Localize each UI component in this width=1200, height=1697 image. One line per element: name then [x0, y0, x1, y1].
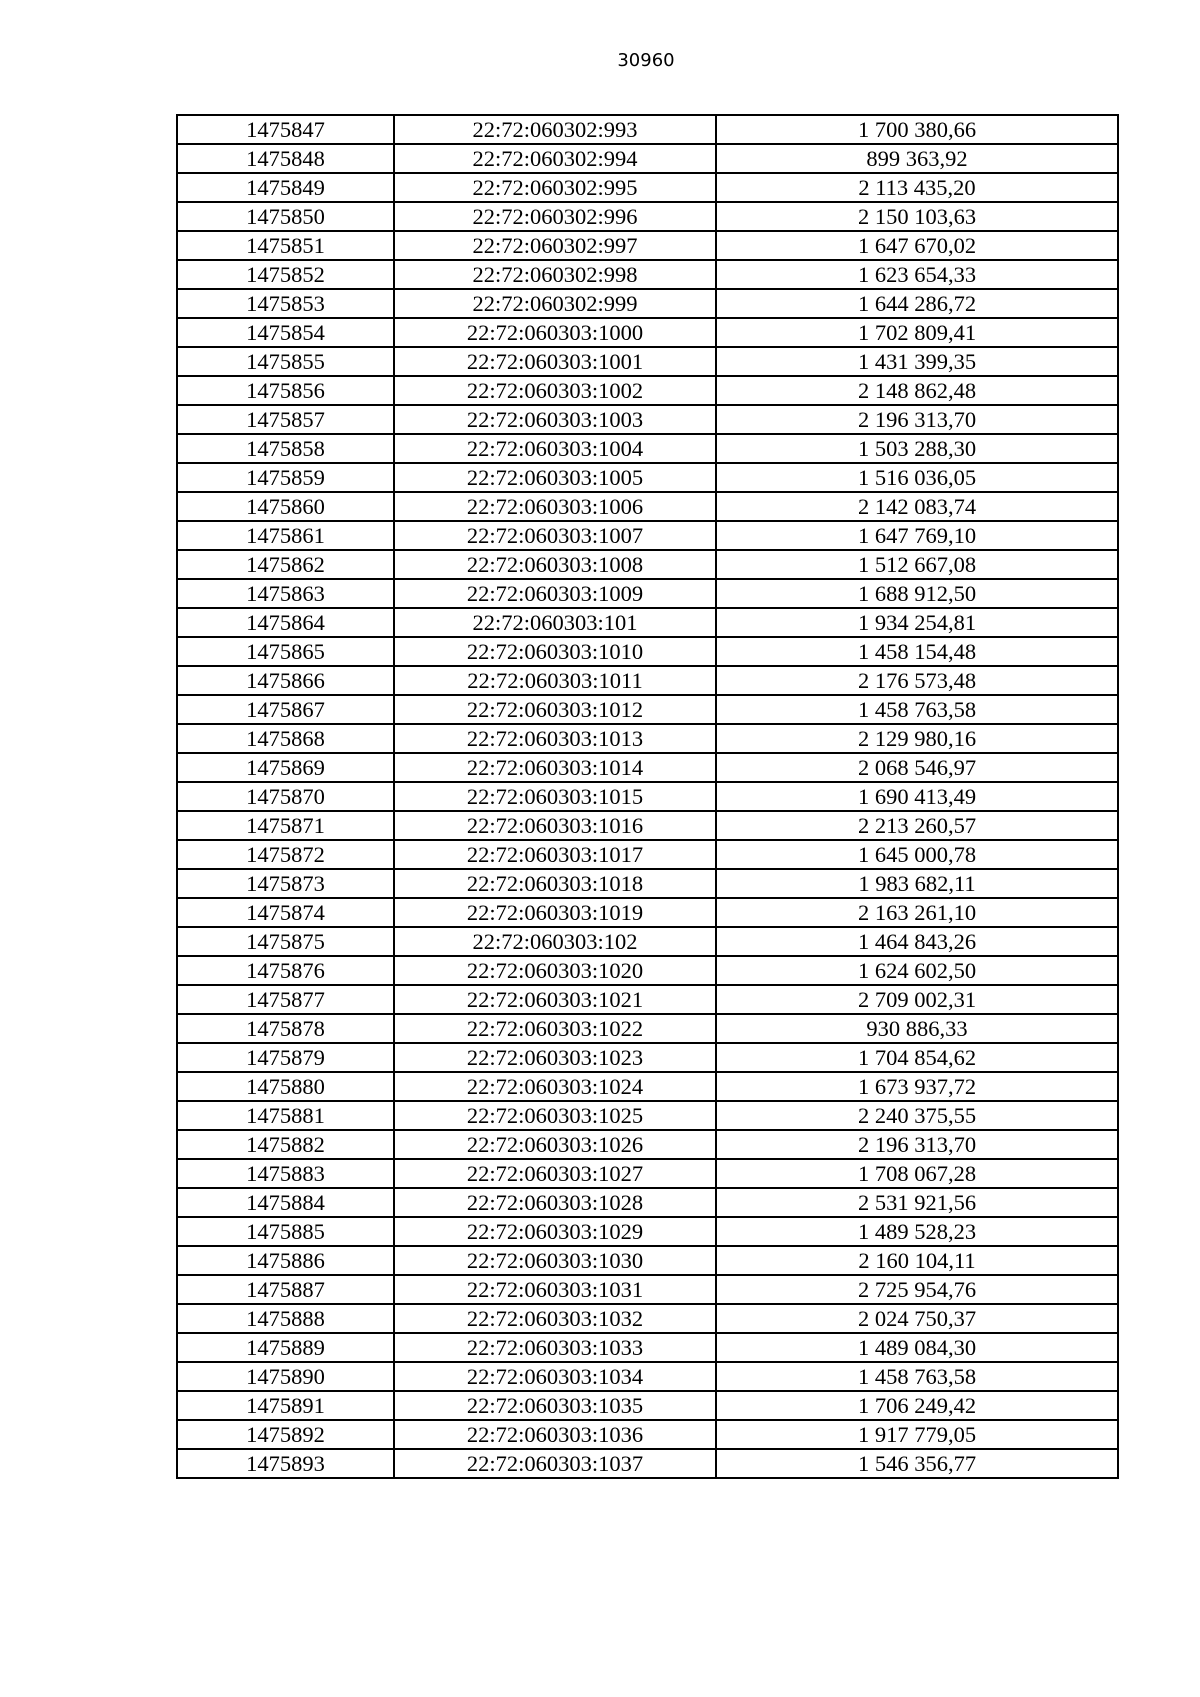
- table-row: [177, 434, 1118, 463]
- cadastral-number-cell: 22:72:060303:1009: [394, 579, 716, 608]
- row-id-cell: 1475889: [177, 1333, 394, 1362]
- cadastral-number-cell: 22:72:060303:1012: [394, 695, 716, 724]
- cadastral-number-cell: 22:72:060302:997: [394, 231, 716, 260]
- table-row: [177, 782, 1118, 811]
- value-cell: 2 725 954,76: [716, 1275, 1118, 1304]
- row-id-cell: 1475871: [177, 811, 394, 840]
- value-cell: 1 431 399,35: [716, 347, 1118, 376]
- row-id-cell: 1475850: [177, 202, 394, 231]
- table-row: [177, 289, 1118, 318]
- cadastral-number-cell: 22:72:060303:1036: [394, 1420, 716, 1449]
- value-cell: 2 148 862,48: [716, 376, 1118, 405]
- row-id-cell: 1475886: [177, 1246, 394, 1275]
- row-id-cell: 1475881: [177, 1101, 394, 1130]
- row-id-cell: 1475882: [177, 1130, 394, 1159]
- table-row: [177, 695, 1118, 724]
- value-cell: 2 531 921,56: [716, 1188, 1118, 1217]
- cadastral-number-cell: 22:72:060303:1026: [394, 1130, 716, 1159]
- row-id-cell: 1475858: [177, 434, 394, 463]
- cadastral-number-cell: 22:72:060303:1018: [394, 869, 716, 898]
- cadastral-number-cell: 22:72:060303:102: [394, 927, 716, 956]
- value-cell: 1 489 084,30: [716, 1333, 1118, 1362]
- row-id-cell: 1475854: [177, 318, 394, 347]
- cadastral-number-cell: 22:72:060303:1008: [394, 550, 716, 579]
- value-cell: 2 213 260,57: [716, 811, 1118, 840]
- table-row: [177, 1275, 1118, 1304]
- table-body: [177, 115, 1118, 1478]
- value-cell: 1 983 682,11: [716, 869, 1118, 898]
- table-row: [177, 724, 1118, 753]
- row-id-cell: 1475888: [177, 1304, 394, 1333]
- table-row: [177, 840, 1118, 869]
- row-id-cell: 1475847: [177, 115, 394, 144]
- value-cell: 930 886,33: [716, 1014, 1118, 1043]
- value-cell: 2 196 313,70: [716, 405, 1118, 434]
- row-id-cell: 1475856: [177, 376, 394, 405]
- table-row: [177, 376, 1118, 405]
- value-cell: 1 458 763,58: [716, 1362, 1118, 1391]
- table-row: [177, 1420, 1118, 1449]
- table-row: [177, 898, 1118, 927]
- cadastral-number-cell: 22:72:060302:996: [394, 202, 716, 231]
- cadastral-number-cell: 22:72:060303:1030: [394, 1246, 716, 1275]
- row-id-cell: 1475869: [177, 753, 394, 782]
- cadastral-number-cell: 22:72:060303:1022: [394, 1014, 716, 1043]
- row-id-cell: 1475890: [177, 1362, 394, 1391]
- table-row: [177, 1188, 1118, 1217]
- row-id-cell: 1475870: [177, 782, 394, 811]
- row-id-cell: 1475880: [177, 1072, 394, 1101]
- row-id-cell: 1475877: [177, 985, 394, 1014]
- table-row: [177, 318, 1118, 347]
- table-row: [177, 753, 1118, 782]
- cadastral-number-cell: 22:72:060303:1035: [394, 1391, 716, 1420]
- row-id-cell: 1475867: [177, 695, 394, 724]
- value-cell: 2 176 573,48: [716, 666, 1118, 695]
- row-id-cell: 1475866: [177, 666, 394, 695]
- value-cell: 2 150 103,63: [716, 202, 1118, 231]
- page-number: 30960: [617, 50, 675, 71]
- table-row: [177, 144, 1118, 173]
- value-cell: 1 623 654,33: [716, 260, 1118, 289]
- cadastral-number-cell: 22:72:060303:1019: [394, 898, 716, 927]
- cadastral-number-cell: 22:72:060303:1031: [394, 1275, 716, 1304]
- cadastral-number-cell: 22:72:060303:1003: [394, 405, 716, 434]
- table-row: [177, 231, 1118, 260]
- cadastral-number-cell: 22:72:060303:1011: [394, 666, 716, 695]
- row-id-cell: 1475883: [177, 1159, 394, 1188]
- value-cell: 2 129 980,16: [716, 724, 1118, 753]
- value-cell: 1 546 356,77: [716, 1449, 1118, 1478]
- table-row: [177, 1014, 1118, 1043]
- cadastral-number-cell: 22:72:060302:993: [394, 115, 716, 144]
- cadastral-number-cell: 22:72:060303:1004: [394, 434, 716, 463]
- value-cell: 1 702 809,41: [716, 318, 1118, 347]
- table-row: [177, 811, 1118, 840]
- table-row: [177, 347, 1118, 376]
- table-row: [177, 1333, 1118, 1362]
- table-row: [177, 927, 1118, 956]
- row-id-cell: 1475861: [177, 521, 394, 550]
- row-id-cell: 1475849: [177, 173, 394, 202]
- cadastral-number-cell: 22:72:060303:1000: [394, 318, 716, 347]
- row-id-cell: 1475875: [177, 927, 394, 956]
- value-cell: 1 624 602,50: [716, 956, 1118, 985]
- row-id-cell: 1475864: [177, 608, 394, 637]
- row-id-cell: 1475851: [177, 231, 394, 260]
- row-id-cell: 1475852: [177, 260, 394, 289]
- value-cell: 1 458 154,48: [716, 637, 1118, 666]
- cadastral-number-cell: 22:72:060303:1032: [394, 1304, 716, 1333]
- value-cell: 1 489 528,23: [716, 1217, 1118, 1246]
- row-id-cell: 1475857: [177, 405, 394, 434]
- table-row: [177, 202, 1118, 231]
- value-cell: 1 645 000,78: [716, 840, 1118, 869]
- table-row: [177, 608, 1118, 637]
- table-row: [177, 869, 1118, 898]
- value-cell: 2 240 375,55: [716, 1101, 1118, 1130]
- row-id-cell: 1475876: [177, 956, 394, 985]
- cadastral-number-cell: 22:72:060303:1002: [394, 376, 716, 405]
- value-cell: 1 917 779,05: [716, 1420, 1118, 1449]
- value-cell: 2 163 261,10: [716, 898, 1118, 927]
- value-cell: 1 690 413,49: [716, 782, 1118, 811]
- table-row: [177, 550, 1118, 579]
- cadastral-number-cell: 22:72:060303:1029: [394, 1217, 716, 1246]
- value-cell: 1 700 380,66: [716, 115, 1118, 144]
- value-cell: 1 647 769,10: [716, 521, 1118, 550]
- cadastral-number-cell: 22:72:060303:1028: [394, 1188, 716, 1217]
- cadastral-number-cell: 22:72:060303:1025: [394, 1101, 716, 1130]
- table-row: [177, 1159, 1118, 1188]
- cadastral-number-cell: 22:72:060303:1014: [394, 753, 716, 782]
- cadastral-number-cell: 22:72:060303:1016: [394, 811, 716, 840]
- row-id-cell: 1475891: [177, 1391, 394, 1420]
- row-id-cell: 1475884: [177, 1188, 394, 1217]
- cadastral-number-cell: 22:72:060303:1017: [394, 840, 716, 869]
- value-cell: 1 934 254,81: [716, 608, 1118, 637]
- table-row: [177, 1101, 1118, 1130]
- row-id-cell: 1475865: [177, 637, 394, 666]
- table-row: [177, 492, 1118, 521]
- row-id-cell: 1475878: [177, 1014, 394, 1043]
- row-id-cell: 1475863: [177, 579, 394, 608]
- row-id-cell: 1475859: [177, 463, 394, 492]
- value-cell: 2 709 002,31: [716, 985, 1118, 1014]
- row-id-cell: 1475887: [177, 1275, 394, 1304]
- cadastral-number-cell: 22:72:060303:1001: [394, 347, 716, 376]
- row-id-cell: 1475892: [177, 1420, 394, 1449]
- data-table: [176, 114, 1119, 1479]
- cadastral-number-cell: 22:72:060303:101: [394, 608, 716, 637]
- cadastral-number-cell: 22:72:060303:1020: [394, 956, 716, 985]
- row-id-cell: 1475879: [177, 1043, 394, 1072]
- value-cell: 899 363,92: [716, 144, 1118, 173]
- value-cell: 1 516 036,05: [716, 463, 1118, 492]
- table-row: [177, 173, 1118, 202]
- cadastral-number-cell: 22:72:060303:1007: [394, 521, 716, 550]
- table-row: [177, 115, 1118, 144]
- value-cell: 1 688 912,50: [716, 579, 1118, 608]
- cadastral-number-cell: 22:72:060303:1037: [394, 1449, 716, 1478]
- cadastral-number-cell: 22:72:060303:1027: [394, 1159, 716, 1188]
- row-id-cell: 1475872: [177, 840, 394, 869]
- table-row: [177, 1217, 1118, 1246]
- value-cell: 1 673 937,72: [716, 1072, 1118, 1101]
- cadastral-number-cell: 22:72:060303:1034: [394, 1362, 716, 1391]
- table-row: [177, 1246, 1118, 1275]
- value-cell: 1 512 667,08: [716, 550, 1118, 579]
- table-row: [177, 1449, 1118, 1478]
- row-id-cell: 1475855: [177, 347, 394, 376]
- cadastral-number-cell: 22:72:060302:994: [394, 144, 716, 173]
- value-cell: 2 068 546,97: [716, 753, 1118, 782]
- table-row: [177, 1072, 1118, 1101]
- row-id-cell: 1475862: [177, 550, 394, 579]
- table-row: [177, 1043, 1118, 1072]
- row-id-cell: 1475893: [177, 1449, 394, 1478]
- cadastral-number-cell: 22:72:060302:999: [394, 289, 716, 318]
- table-row: [177, 260, 1118, 289]
- cadastral-number-cell: 22:72:060303:1024: [394, 1072, 716, 1101]
- cadastral-number-cell: 22:72:060303:1033: [394, 1333, 716, 1362]
- table-row: [177, 637, 1118, 666]
- cadastral-number-cell: 22:72:060302:998: [394, 260, 716, 289]
- value-cell: 1 704 854,62: [716, 1043, 1118, 1072]
- cadastral-number-cell: 22:72:060303:1021: [394, 985, 716, 1014]
- row-id-cell: 1475873: [177, 869, 394, 898]
- table-row: [177, 1391, 1118, 1420]
- table-row: [177, 985, 1118, 1014]
- cadastral-number-cell: 22:72:060303:1015: [394, 782, 716, 811]
- table-row: [177, 666, 1118, 695]
- value-cell: 1 503 288,30: [716, 434, 1118, 463]
- row-id-cell: 1475868: [177, 724, 394, 753]
- value-cell: 2 142 083,74: [716, 492, 1118, 521]
- value-cell: 2 160 104,11: [716, 1246, 1118, 1275]
- value-cell: 1 464 843,26: [716, 927, 1118, 956]
- table-row: [177, 956, 1118, 985]
- row-id-cell: 1475885: [177, 1217, 394, 1246]
- table-row: [177, 521, 1118, 550]
- value-cell: 1 708 067,28: [716, 1159, 1118, 1188]
- table-row: [177, 463, 1118, 492]
- table-row: [177, 579, 1118, 608]
- cadastral-number-cell: 22:72:060302:995: [394, 173, 716, 202]
- table-row: [177, 405, 1118, 434]
- row-id-cell: 1475853: [177, 289, 394, 318]
- value-cell: 1 706 249,42: [716, 1391, 1118, 1420]
- value-cell: 2 024 750,37: [716, 1304, 1118, 1333]
- cadastral-number-cell: 22:72:060303:1010: [394, 637, 716, 666]
- cadastral-number-cell: 22:72:060303:1005: [394, 463, 716, 492]
- cadastral-number-cell: 22:72:060303:1013: [394, 724, 716, 753]
- value-cell: 1 647 670,02: [716, 231, 1118, 260]
- value-cell: 1 458 763,58: [716, 695, 1118, 724]
- value-cell: 2 196 313,70: [716, 1130, 1118, 1159]
- value-cell: 2 113 435,20: [716, 173, 1118, 202]
- cadastral-number-cell: 22:72:060303:1023: [394, 1043, 716, 1072]
- table-row: [177, 1130, 1118, 1159]
- row-id-cell: 1475860: [177, 492, 394, 521]
- row-id-cell: 1475874: [177, 898, 394, 927]
- table-row: [177, 1304, 1118, 1333]
- value-cell: 1 644 286,72: [716, 289, 1118, 318]
- row-id-cell: 1475848: [177, 144, 394, 173]
- cadastral-number-cell: 22:72:060303:1006: [394, 492, 716, 521]
- table-row: [177, 1362, 1118, 1391]
